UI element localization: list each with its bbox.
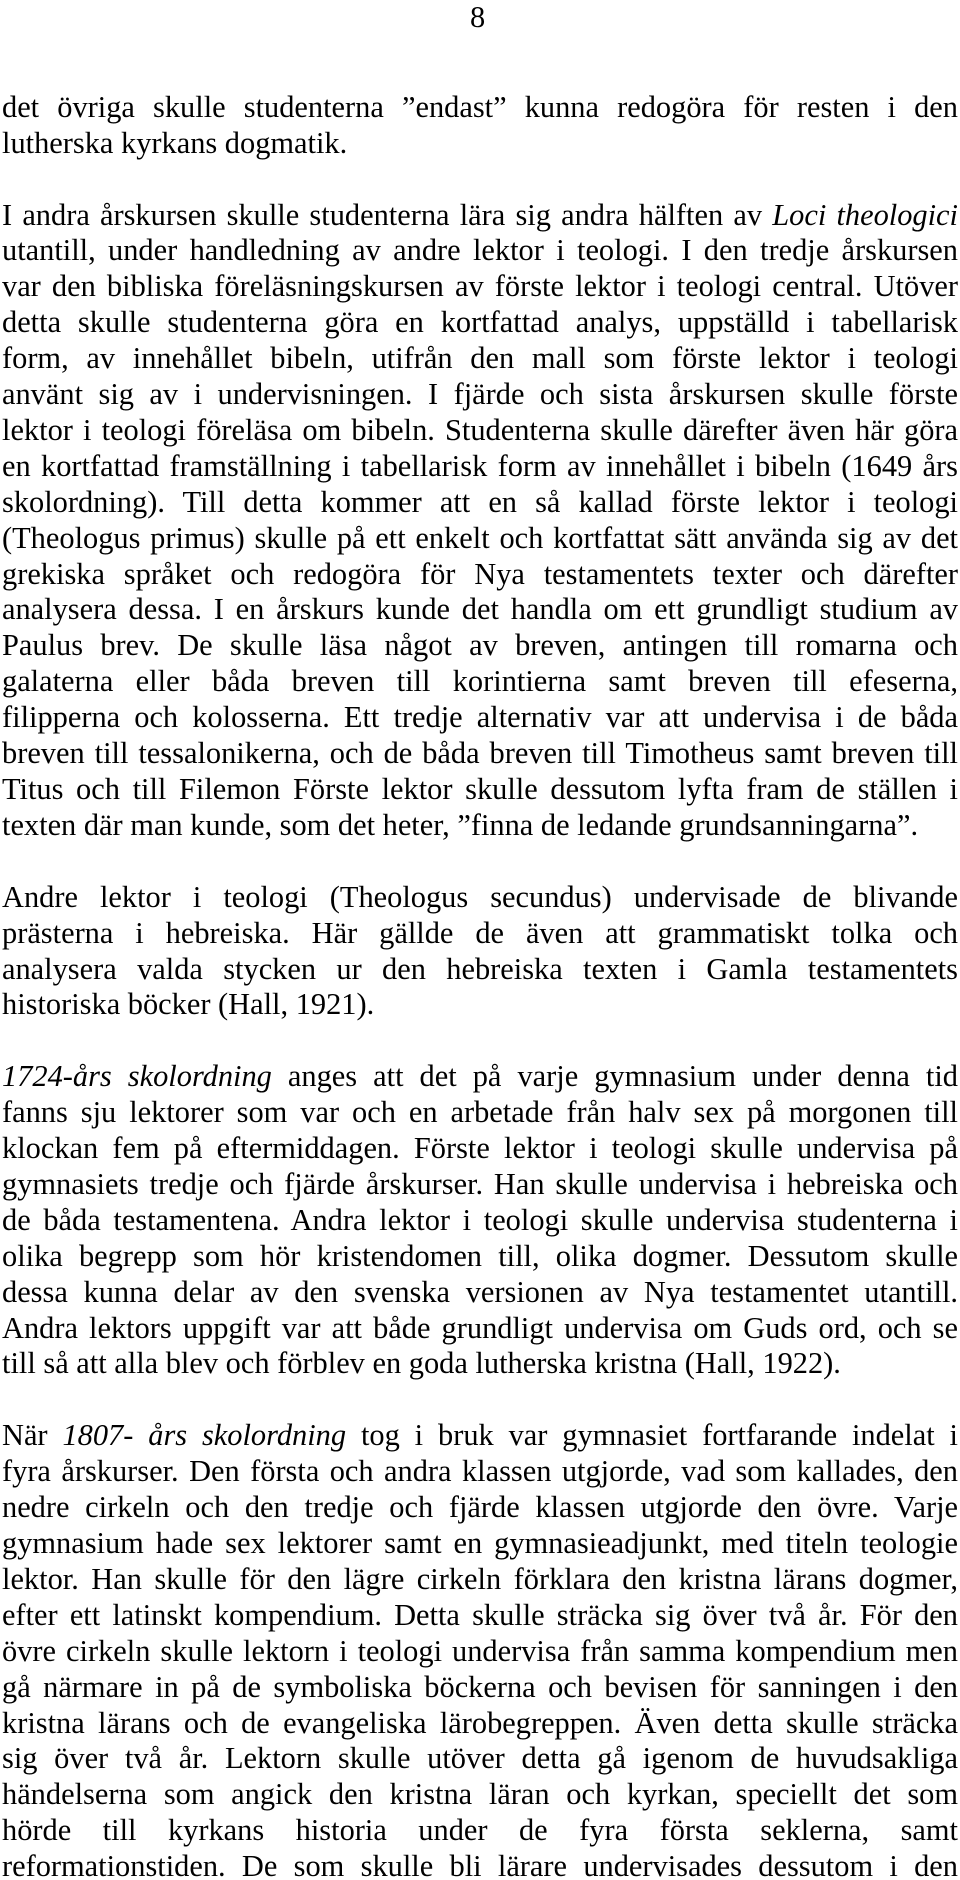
text-line: en kortfattad framställning i tabellarisk form av innehållet i bibeln (1649 års xyxy=(2,448,958,483)
text-line: analysera valda stycken ur den hebreiska texten i Gamla testamentets xyxy=(2,951,958,986)
text-line: gå närmare in på de symboliska böckerna och bevisen för sanningen i den xyxy=(2,1669,958,1704)
text-segment: tog i bruk var gymnasiet fortfarande indelat i xyxy=(346,1418,958,1453)
text-line: kristna lärans och de evangeliska lärobegreppen. Även detta skulle sträcka xyxy=(2,1705,958,1740)
text-line: sig över två år. Lektorn skulle utöver detta gå igenom de huvudsakliga xyxy=(2,1741,958,1776)
text-line: klockan fem på eftermiddagen. Förste lektor i teologi skulle undervisa på xyxy=(2,1131,958,1166)
paragraph xyxy=(2,1059,958,1382)
text-line: gymnasiets tredje och fjärde årskurser. Han skulle undervisa i hebreiska och xyxy=(2,1166,958,1201)
paragraph xyxy=(2,1418,958,1880)
paragraph xyxy=(2,198,958,844)
text-line: nedre cirkeln och den tredje och fjärde klassen utgjorde den övre. Varje xyxy=(2,1490,958,1525)
text-line: olika begrepp som hör kristendomen till, olika dogmer. Dessutom skulle xyxy=(2,1238,958,1273)
text-line: gymnasium hade sex lektorer samt en gymnasieadjunkt, med titeln teologie xyxy=(2,1525,958,1560)
text-line: Andre lektor i teologi (Theologus secundus) undervisade de blivande xyxy=(2,879,958,914)
text-line: var den bibliska föreläsningskursen av förste lektor i teologi central. Utöver xyxy=(2,269,958,304)
text-line: lektor i teologi föreläsa om bibeln. Studenterna skulle därefter även här göra xyxy=(2,412,958,447)
italic-title: 1807- års skolordning xyxy=(62,1418,347,1453)
text-line: galaterna eller båda breven till korintierna samt breven till efeserna, xyxy=(2,664,958,699)
text-line: fanns sju lektorer som var och en arbetade från halv sex på morgonen till xyxy=(2,1095,958,1130)
text-line: hörde till kyrkans historia under de fyra första seklerna, samt xyxy=(2,1813,958,1848)
body-text xyxy=(2,90,958,1880)
text-line: fyra årskurser. Den första och andra klassen utgjorde, vad som kallades, den xyxy=(2,1454,958,1489)
text-line: texten där man kunde, som det heter, ”finna de ledande grundsanningarna”. xyxy=(2,807,919,842)
text-line xyxy=(2,1059,958,1095)
text-line: historiska böcker (Hall, 1921). xyxy=(2,987,375,1022)
italic-title: Loci theologici xyxy=(772,197,958,232)
text-line: reformationstiden. De som skulle bli lärare undervisades dessutom i den xyxy=(2,1849,958,1880)
text-line: lektor. Han skulle för den lägre cirkeln förklara den kristna lärans dogmer, xyxy=(2,1561,958,1596)
text-line: Andra lektors uppgift var att både grundligt undervisa om Guds ord, och se xyxy=(2,1310,958,1345)
text-line: skolordning). Till detta kommer att en så kallad förste lektor i teologi xyxy=(2,484,958,519)
text-line xyxy=(2,198,958,234)
text-line: utantill, under handledning av andre lektor i teologi. I den tredje årskursen xyxy=(2,233,958,268)
paragraph xyxy=(2,880,958,1024)
text-line: form, av innehållet bibeln, utifrån den mall som förste lektor i teologi xyxy=(2,341,958,376)
text-line: använt sig av i undervisningen. I fjärde och sista årskursen skulle förste xyxy=(2,377,958,412)
text-line: detta skulle studenterna göra en kortfattad analys, uppställd i tabellarisk xyxy=(2,305,958,340)
text-segment: När xyxy=(2,1418,63,1453)
page-number: 8 xyxy=(470,0,486,34)
text-line: efter ett latinskt kompendium. Detta skulle sträcka sig över två år. För den xyxy=(2,1597,958,1632)
text-line: Titus och till Filemon Förste lektor skulle dessutom lyfta fram de ställen i xyxy=(2,772,958,806)
text-line: grekiska språket och redogöra för Nya testamentets texter och därefter xyxy=(2,556,958,591)
text-line: prästerna i hebreiska. Här gällde de även att grammatiskt tolka och xyxy=(2,915,958,950)
text-line: analysera dessa. I en årskurs kunde det handla om ett grundligt studium av xyxy=(2,592,958,627)
text-line: de båda testamentena. Andra lektor i teologi skulle undervisa studenterna i xyxy=(2,1202,958,1237)
text-line: lutherska kyrkans dogmatik. xyxy=(2,125,348,160)
text-line: Paulus brev. De skulle läsa något av breven, antingen till romarna och xyxy=(2,628,958,663)
paragraph xyxy=(2,90,958,162)
text-line xyxy=(2,1418,958,1454)
text-line: (Theologus primus) skulle på ett enkelt och kortfattat sätt använda sig av det xyxy=(2,520,958,555)
text-line: breven till tessalonikerna, och de båda breven till Timotheus samt breven till xyxy=(2,736,958,771)
text-line: filipperna och kolosserna. Ett tredje alternativ var att undervisa i de båda xyxy=(2,700,958,735)
text-segment: I andra årskursen skulle studenterna lära sig andra hälften av xyxy=(2,197,773,232)
italic-title: 1724-års skolordning xyxy=(2,1059,272,1094)
text-line: händelserna som angick den kristna läran och kyrkan, speciellt det som xyxy=(2,1777,958,1812)
text-line: dessa kunna delar av den svenska versionen av Nya testamentet utantill. xyxy=(2,1274,958,1309)
text-segment: anges att det på varje gymnasium under denna tid xyxy=(271,1059,958,1094)
text-line: till så att alla blev och förblev en goda lutherska kristna (Hall, 1922). xyxy=(2,1346,841,1381)
text-line: övre cirkeln skulle lektorn i teologi undervisa från samma kompendium men xyxy=(2,1633,958,1668)
text-line: det övriga skulle studenterna ”endast” kunna redogöra för resten i den xyxy=(2,89,958,124)
